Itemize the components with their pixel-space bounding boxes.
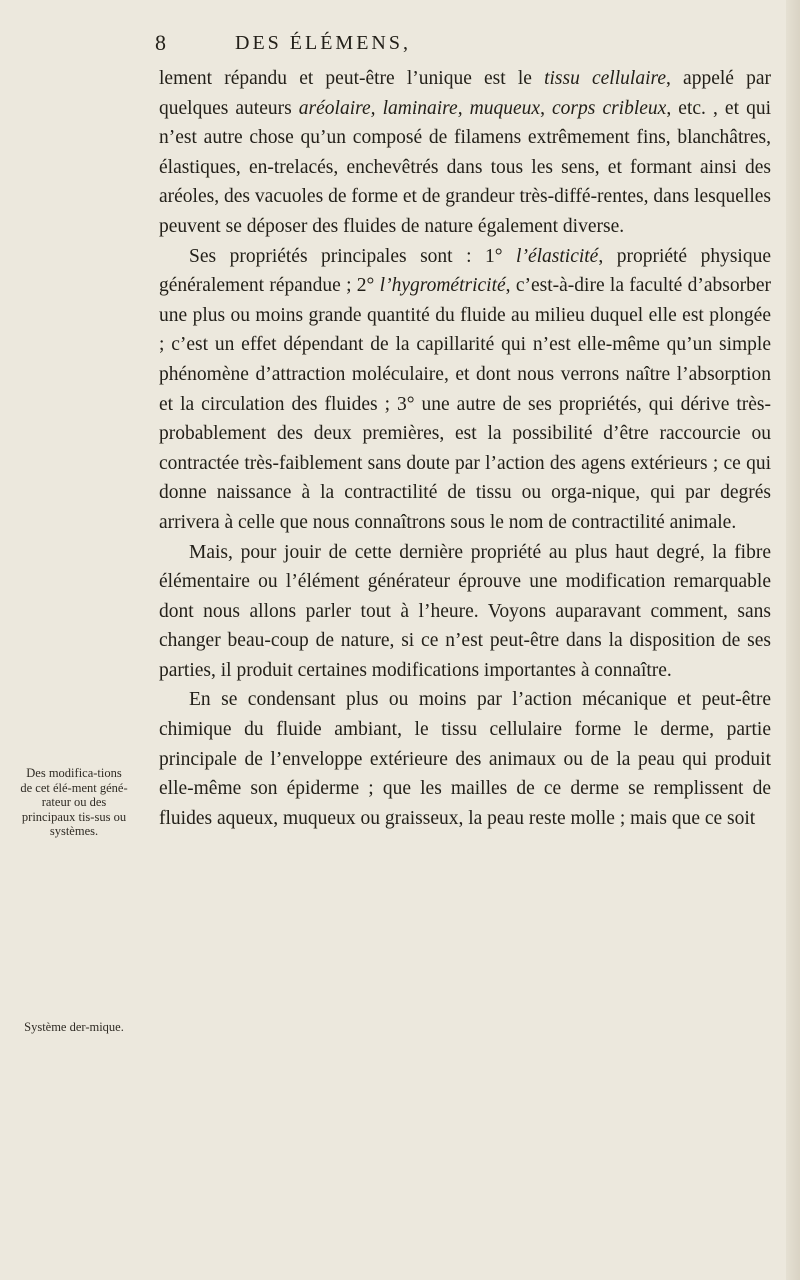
body-text [159, 64, 771, 833]
text-run: , c’est-à-dire la faculté d’absorber une plus ou moins grande quantité du fluide au milieu duquel elle est plongée ; c’est un effet dépendant de la capillarité qui n’est elle-même qu’un simple phénomène d’attraction moléculaire, et dont nous verrons naître l’absorption et la circulation des fluides ; 3° une autre de ses propriétés, qui dérive très-probablement des deux premières, est la possibilité d’être raccourcie ou contractée très-faiblement sans doute par l’action des agens extérieurs ; ce qui donne naissance à la contractilité de tissu ou orga-nique, qui par degrés arrivera à celle que nous connaîtrons sous le nom de contractilité animale. [159, 275, 771, 533]
text-run: En se condensant plus ou moins par l’action mécanique et peut-être chimique du fluide ambiant, le tissu cellulaire forme le derme, partie principale de l’enveloppe extérieure des animaux ou de la peau qui produit elle-même son épiderme ; que les mailles de ce derme se remplissent de fluides aqueux, muqueux ou graisseux, la peau reste molle ; mais que ce soit [159, 689, 771, 829]
paragraph [159, 242, 771, 538]
page-edge-shadow [786, 0, 800, 1280]
page-number: 8 [155, 30, 166, 55]
margin-note-dermal-system: Système der-mique. [24, 1020, 124, 1034]
text-run: , [540, 97, 553, 119]
text-run: Ses propriétés principales sont : 1° [189, 245, 517, 267]
paragraph [159, 538, 771, 686]
margin-note-modifications: Des modifica-tions de cet élé-ment géné-rateur ou des principaux tis-sus ou systèmes. [20, 766, 128, 839]
italic-term: aréolaire, laminaire, muqueux [298, 97, 541, 119]
page-header [155, 22, 775, 62]
text-run: , appelé par quelques auteurs [159, 68, 771, 119]
italic-term: corps cribleux [552, 97, 667, 119]
italic-term: l’hygrométricité [379, 275, 506, 297]
text-run: lement répandu et peut-être l’unique est le [159, 68, 545, 89]
text-run: , propriété physique généralement répandue ; 2° [159, 245, 771, 297]
paragraph [159, 685, 771, 833]
text-run: , etc. , et qui n’est autre chose qu’un composé de filamens extrêmement fins, blanchâtres, élastiques, en-trelacés, enchevêtrés dans tous les sens, et formant ainsi des aréoles, des vacuoles de forme et de grandeur très-diffé-rentes, dans lesquelles peuvent se déposer des fluides de nature également diverse. [159, 97, 772, 237]
italic-term: l’élasticité [516, 245, 599, 267]
italic-term: tissu cellulaire [544, 68, 667, 89]
paragraph [159, 64, 771, 242]
text-run: Mais, pour jouir de cette dernière propriété au plus haut degré, la fibre élémentaire ou l’élément générateur éprouve une modification remarquable dont nous allons parler tout à l’heure. Voyons auparavant comment, sans changer beau-coup de nature, si ce n’est peut-être dans la disposition de ses parties, il produit certaines modifications importantes à connaître. [159, 541, 771, 681]
running-head: DES ÉLÉMENS, [235, 32, 411, 54]
